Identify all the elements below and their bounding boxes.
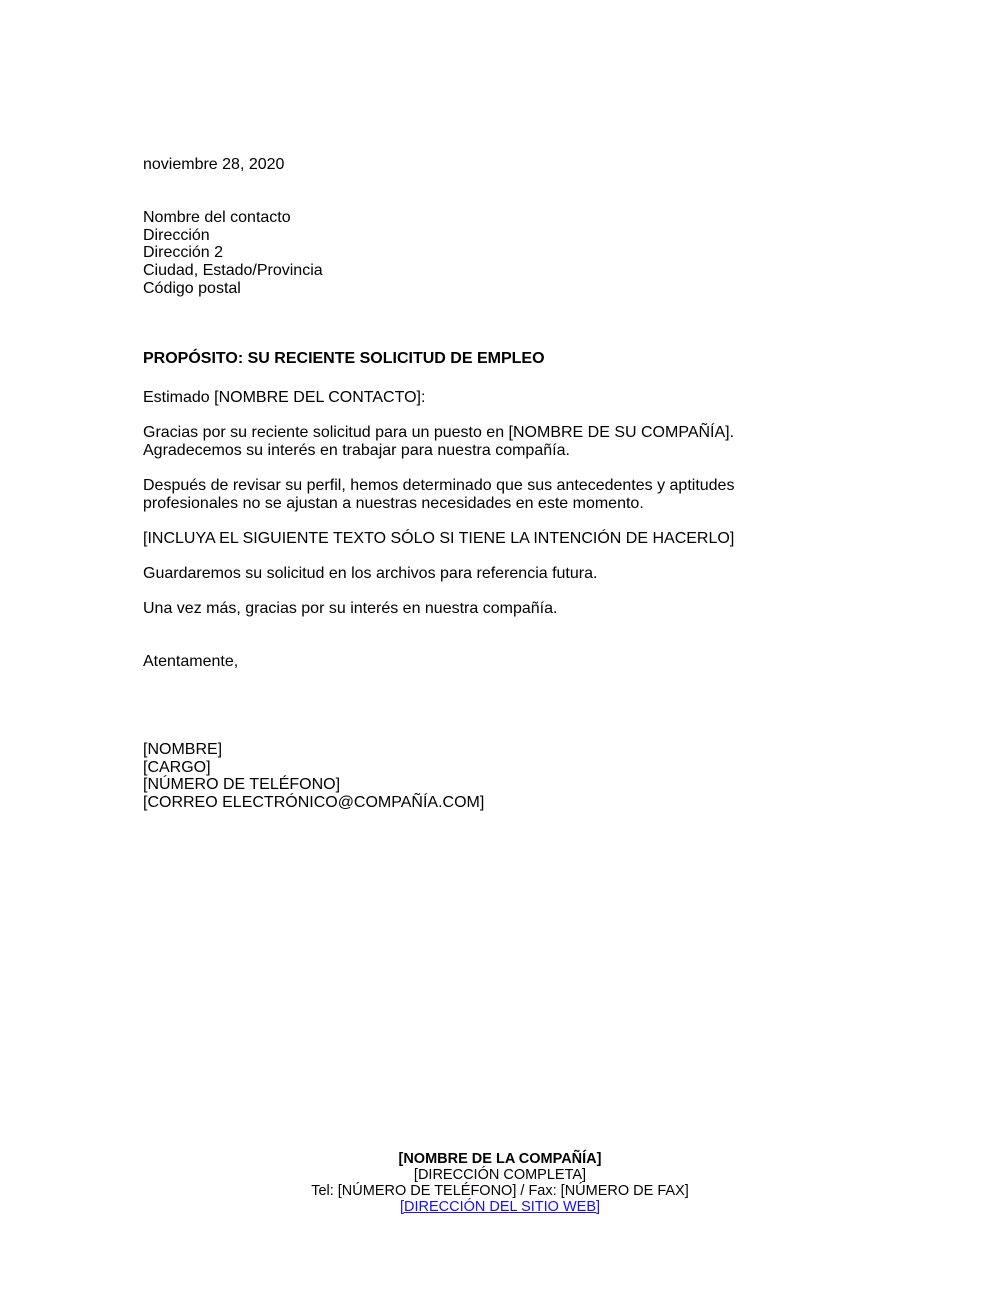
paragraph-3: Guardaremos su solicitud en los archivos para referencia futura. [143, 565, 598, 582]
subject-line: PROPÓSITO: SU RECIENTE SOLICITUD DE EMPLEO [143, 350, 545, 367]
salutation: Estimado [NOMBRE DEL CONTACTO]: [143, 389, 426, 406]
paragraph-line: Gracias por su reciente solicitud para un puesto en [NOMBRE DE SU COMPAÑÍA]. [143, 424, 735, 441]
footer-company: [NOMBRE DE LA COMPAÑÍA] [398, 1151, 602, 1167]
recipient-address [143, 209, 323, 297]
recipient-line: Dirección 2 [143, 244, 224, 262]
recipient-line: Código postal [143, 279, 241, 297]
paragraph-line: Agradecemos su interés en trabajar para nuestra compañía. [143, 441, 570, 459]
recipient-line: Ciudad, Estado/Provincia [143, 262, 323, 280]
signature-block [143, 741, 484, 812]
paragraph-line: profesionales no se ajustan a nuestras necesidades en este momento. [143, 494, 644, 512]
paragraph-line: Después de revisar su perfil, hemos determinado que sus antecedentes y aptitudes [143, 477, 735, 494]
paragraph-4: Una vez más, gracias por su interés en nuestra compañía. [143, 600, 558, 617]
letter-date: noviembre 28, 2020 [143, 156, 285, 173]
signature-name: [NOMBRE] [143, 741, 223, 758]
instruction-text: [INCLUYA EL SIGUIENTE TEXTO SÓLO SI TIENE LA INTENCIÓN DE HACERLO] [143, 530, 735, 547]
footer-contact: Tel: [NÚMERO DE TELÉFONO] / Fax: [NÚMERO DE FAX] [311, 1183, 689, 1199]
paragraph-2 [143, 477, 734, 512]
signature-email: [CORREO ELECTRÓNICO@COMPAÑÍA.COM] [143, 794, 485, 812]
recipient-line: Nombre del contacto [143, 209, 291, 226]
recipient-line: Dirección [143, 226, 210, 244]
footer-website-link[interactable]: [DIRECCIÓN DEL SITIO WEB] [399, 1199, 601, 1215]
paragraph-1 [143, 424, 734, 459]
letter-footer [0, 1151, 1000, 1215]
footer-address: [DIRECCIÓN COMPLETA] [413, 1167, 587, 1183]
closing: Atentamente, [143, 653, 239, 670]
signature-phone: [NÚMERO DE TELÉFONO] [143, 776, 341, 794]
signature-title: [CARGO] [143, 758, 211, 776]
